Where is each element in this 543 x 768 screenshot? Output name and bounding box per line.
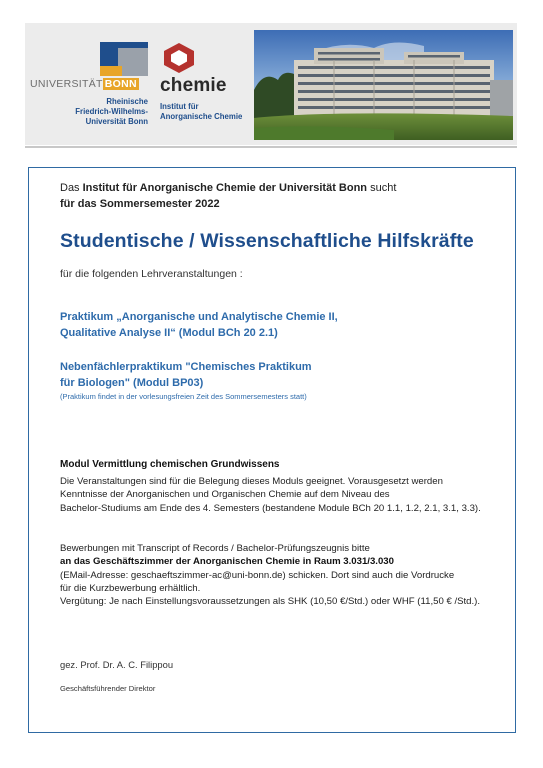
intro-text: Das Institut für Anorganische Chemie der Universität Bonn sucht für das Sommersemester 2022	[60, 182, 397, 210]
chemie-wordmark: chemie	[160, 75, 227, 96]
course-2-note: (Praktikum findet in der vorlesungsfreien Zeit des Sommersemesters statt)	[60, 392, 307, 401]
signature-role: Geschäftsführender Direktor	[60, 684, 156, 693]
university-wordmark: UNIVERSITÄT BONN	[30, 78, 137, 90]
course-1: Praktikum „Anorganische und Analytische Chemie II, Qualitative Analyse II“ (Modul BCh 20 2.1)	[60, 311, 338, 339]
module-heading: Modul Vermittlung chemischen Grundwissens	[60, 459, 280, 470]
chemie-subtitle: Institut für Anorganische Chemie	[160, 102, 243, 121]
application-paragraph: Bewerbungen mit Transcript of Records / Bachelor-Prüfungszeugnis bitte an das Geschäftszimmer der Anorganischen Chemie in Raum 3.031/3.030 (EMail-Adresse: geschaeftszimmer-ac@uni-bonn.de) schicken. Dort sind auch die Vordrucke für die Kurzbewerbung erhältlich. Vergütung: Je nach Einstellungsvoraussetzungen als SHK (10,50 €/Std.) oder WHF (11,50 € /Std.).	[60, 543, 481, 608]
university-logo-mark	[100, 42, 148, 76]
module-paragraph: Die Veranstaltungen sind für die Belegung dieses Moduls geeignet. Vorausgesetzt werden Kenntnisse der Anorganischen und Organischen Chemie auf dem Niveau des Bachelor-Studiums am Ende des 4. Semesters (bestandene Module BCh 20 1.1, 1.2, 2.1, 3.1, 3.3).	[60, 476, 481, 514]
building-photo	[254, 30, 513, 140]
university-logo	[30, 42, 152, 137]
hexagon-icon	[162, 42, 196, 74]
header-divider	[25, 146, 517, 148]
signature: gez. Prof. Dr. A. C. Filippou	[60, 659, 174, 670]
course-2: Nebenfächlerpraktikum "Chemisches Praktikum für Biologen" (Modul BP03)	[60, 361, 312, 389]
chemie-logo	[160, 42, 252, 137]
university-subtitle: Rheinische Friedrich-Wilhelms- Universität Bonn	[75, 97, 148, 126]
lead-text: für die folgenden Lehrveranstaltungen :	[60, 268, 243, 280]
page-title: Studentische / Wissenschaftliche Hilfskräfte	[60, 230, 474, 252]
